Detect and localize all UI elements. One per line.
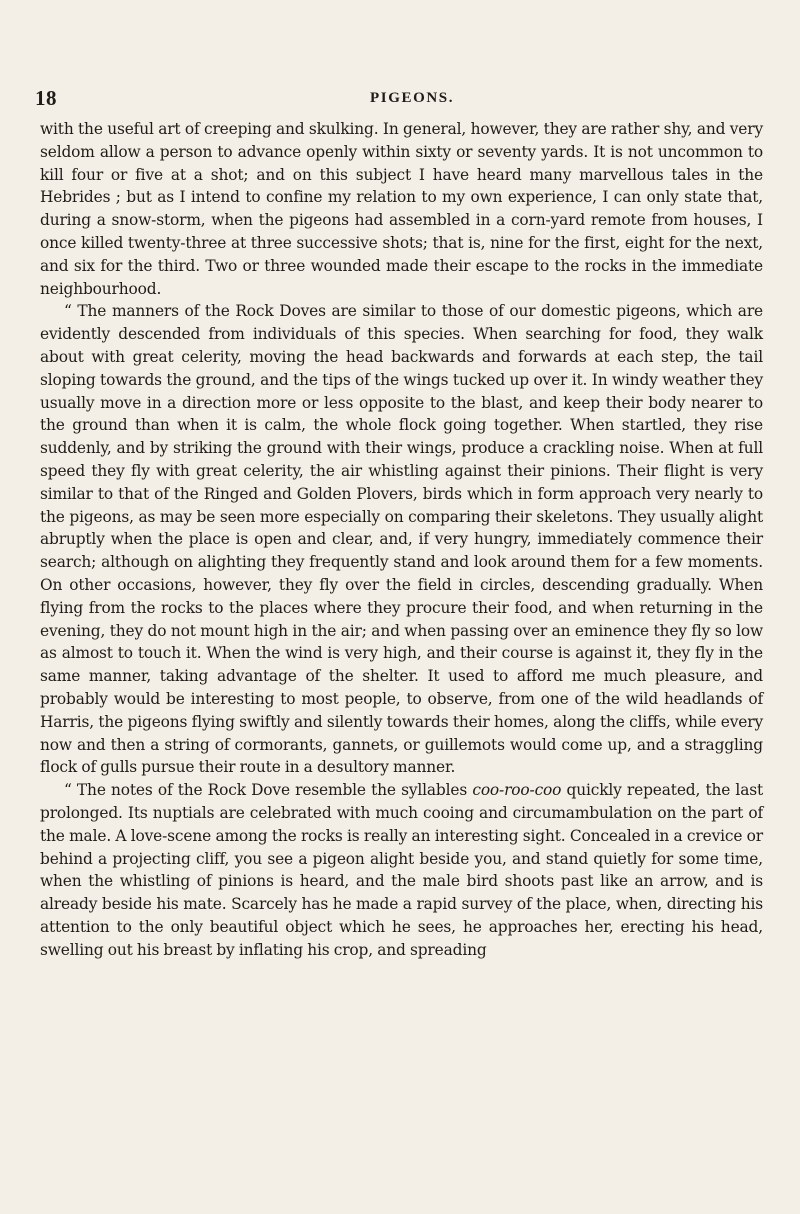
page-header bbox=[35, 86, 763, 110]
page-number: 18 bbox=[35, 86, 57, 110]
paragraph-3-text-start: “ The notes of the Rock Dove resemble the syllables bbox=[64, 781, 473, 800]
call-syllables: coo-roo-coo bbox=[472, 781, 562, 800]
paragraph-3 bbox=[40, 779, 763, 961]
paragraph-2: “ The manners of the Rock Doves are similar to those of our domestic pigeons, which are evidently descended from individuals of this species. When searching for food, they walk about with great celerity, moving the head backwards and forwards at each step, the tail sloping towards the ground, and the tips of the wings tucked up over it. In windy weather they usually move in a direction more or less opposite to the blast, and keep their body nearer to the ground than when it is calm, the whole flock going together. When startled, they rise suddenly, and by striking the ground with their wings, produce a crackling noise. When at full speed they fly with great celerity, the air whistling against their pinions. Their flight is very similar to that of the Ringed and Golden Plovers, birds which in form approach very nearly to the pigeons, as may be seen more especially on comparing their skeletons. They usually alight abruptly when the place is open and clear, and, if very hungry, immediately commence their search; although on alighting they frequently stand and look around them for a few moments. On other occasions, however, they fly over the field in circles, descending gradually. When flying from the rocks to the places where they procure their food, and when returning in the evening, they do not mount high in the air; and when passing over an eminence they fly so low as almost to touch it. When the wind is very high, and their course is against it, they fly in the same manner, taking advantage of the shelter. It used to afford me much pleasure, and probably would be interesting to most people, to observe, from one of the wild headlands of Harris, the pigeons flying swiftly and silently towards their homes, along the cliffs, while every now and then a string of cormorants, gannets, or guillemots would come up, and a straggling flock of gulls pursue their route in a desultory manner. bbox=[40, 302, 763, 777]
paragraph-3-text-end: quickly repeated, the last prolonged. Its nuptials are celebrated with much cooing and circumambulation on the part of the male. A love-scene among the rocks is really an interesting sight. Concealed in a crevice or behind a projecting cliff, you see a pigeon alight beside you, and stand quietly for some time, when the whistling of pinions is heard, and the male bird shoots past like an arrow, and is already beside his mate. Scarcely has he made a rapid survey of the place, when, directing his attention to the only beautiful object which he sees, he approaches her, erecting his head, swelling out his breast by inflating his crop, and spreading bbox=[40, 781, 763, 959]
body-text bbox=[40, 118, 763, 961]
paragraph-1: with the useful art of creeping and skulking. In general, however, they are rather shy, and very seldom allow a person to advance openly within sixty or seventy yards. It is not uncommon to kill four or five at a shot; and on this subject I have heard many marvellous tales in the Hebrides ; but as I intend to confine my relation to my own experience, I can only state that, during a snow-storm, when the pigeons had assembled in a corn-yard remote from houses, I once killed twenty-three at three successive shots; that is, nine for the first, eight for the next, and six for the third. Two or three wounded made their escape to the rocks in the immediate neighbourhood. bbox=[40, 120, 763, 298]
running-head: PIGEONS. bbox=[370, 90, 455, 106]
